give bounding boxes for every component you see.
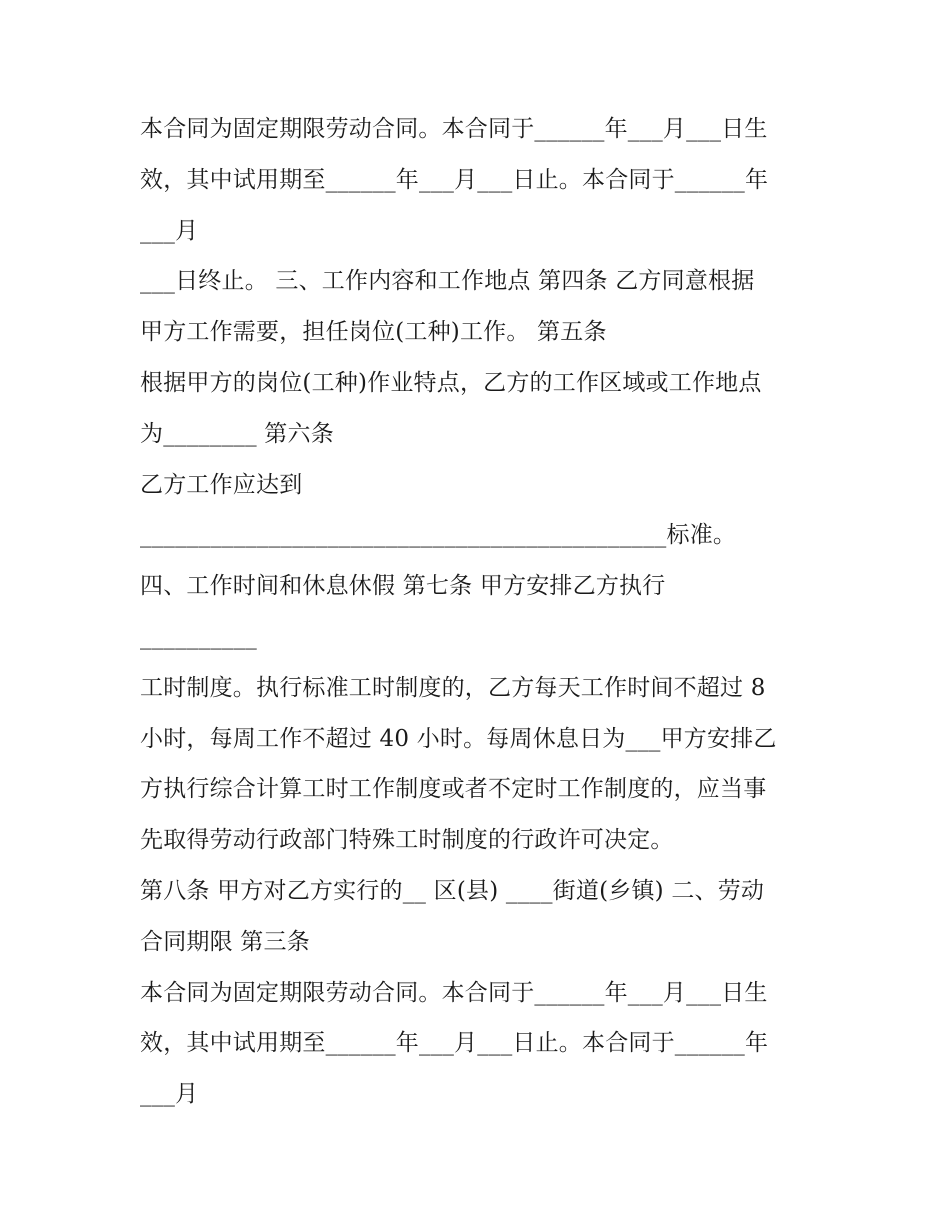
text-line: 根据甲方的岗位(工种)作业特点，乙方的工作区域或工作地点 [140,369,762,396]
text-line: 第八条 甲方对乙方实行的__ 区(县) ____街道(乡镇) 二、劳动 [140,877,765,904]
text-line: 工时制度。执行标准工时制度的，乙方每天工作时间不超过 8 [140,674,766,701]
text-line: 小时，每周工作不超过 40 小时。每周休息日为___甲方安排乙 [140,725,777,752]
text-line: 效，其中试用期至______年___月___日止。本合同于______年 [140,1030,769,1057]
text-line: 合同期限 第三条 [140,928,310,955]
text-line: _____________________________________________标准。 [140,522,737,549]
text-line: ___日终止。 三、工作内容和工作地点 第四条 乙方同意根据 [140,268,755,295]
text-line: 本合同为固定期限劳动合同。本合同于______年___月___日生 [140,979,768,1006]
text-line: ___月 [140,217,199,244]
text-line: 方执行综合计算工时工作制度或者不定时工作制度的，应当事 [140,776,767,803]
text-line: 先取得劳动行政部门特殊工时制度的行政许可决定。 [140,827,674,854]
text-line: 效，其中试用期至______年___月___日止。本合同于______年 [140,166,769,193]
text-line: 乙方工作应达到 [140,471,303,498]
text-line: 四、工作时间和休息休假 第七条 甲方安排乙方执行 [140,573,666,600]
text-line: __________ [140,623,257,650]
document-body [140,104,820,1120]
text-line: ___月 [140,1081,199,1108]
text-line: 为________ 第六条 [140,420,334,447]
text-line: 甲方工作需要，担任岗位(工种)工作。 第五条 [140,319,607,346]
text-line: 本合同为固定期限劳动合同。本合同于______年___月___日生 [140,116,768,142]
